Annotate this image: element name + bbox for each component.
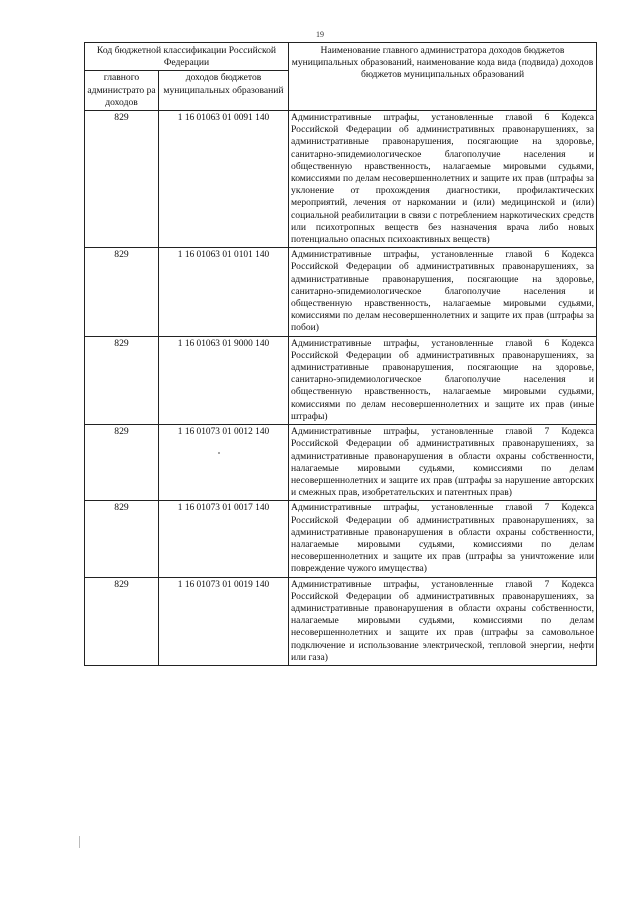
budget-codes-table xyxy=(84,42,597,666)
income-code-cell: 1 16 01073 01 0017 140 xyxy=(159,501,289,577)
scan-speck xyxy=(218,452,220,454)
admin-code-cell: 829 xyxy=(85,501,159,577)
income-name-cell: Административные штрафы, установленные главой 6 Кодекса Российской Федерации об административных правонарушениях, за административные правонарушения, посягающие на здоровье, санитарно-эпидемиологическое благополучие населения и общественную нравственность, налагаемые мировыми судьями, комиссиями по делам несовершеннолетних и защите их прав (иные штрафы) xyxy=(289,336,597,424)
table-row xyxy=(85,501,597,577)
name-column-header: Наименование главного администратора доходов бюджетов муниципальных образований, наименование кода вида (подвида) доходов бюджетов муниципальных образований xyxy=(289,43,597,111)
income-code-cell: 1 16 01073 01 0012 140 xyxy=(159,425,289,501)
income-name-cell: Административные штрафы, установленные главой 6 Кодекса Российской Федерации об административных правонарушениях, за административные правонарушения, посягающие на здоровье, санитарно-эпидемиологическое благополучие населения и общественную нравственность, налагаемые мировыми судьями, комиссиями по делам несовершеннолетних и защите их прав (штрафы за уклонение от прохождения диагностики, профилактических мероприятий, лечения от наркомании и (или) медицинской и (или) социальной реабилитации в связи с потреблением наркотических средств или психотропных веществ без назначения врача либо новых потенциально опасных психоактивных веществ) xyxy=(289,111,597,248)
admin-code-cell: 829 xyxy=(85,425,159,501)
income-name-cell: Административные штрафы, установленные главой 7 Кодекса Российской Федерации об административных правонарушениях, за административные правонарушения в области охраны собственности, налагаемые мировыми судьями, комиссиями по делам несовершеннолетних и защите их прав (штрафы за уничтожение или повреждение чужого имущества) xyxy=(289,501,597,577)
page-number: 19 xyxy=(316,30,324,39)
table-row xyxy=(85,248,597,336)
income-name-cell: Административные штрафы, установленные главой 6 Кодекса Российской Федерации об административных правонарушениях, за административные правонарушения, посягающие на здоровье, санитарно-эпидемиологическое благополучие населения и общественную нравственность, налагаемые мировыми судьями, комиссиями по делам несовершеннолетних и защите их прав (штрафы за побои) xyxy=(289,248,597,336)
income-code-cell: 1 16 01063 01 9000 140 xyxy=(159,336,289,424)
table-row xyxy=(85,336,597,424)
income-code-cell: 1 16 01073 01 0019 140 xyxy=(159,577,289,665)
admin-code-cell: 829 xyxy=(85,111,159,248)
scan-mark xyxy=(79,836,80,848)
table-row xyxy=(85,577,597,665)
admin-code-cell: 829 xyxy=(85,336,159,424)
kbk-group-header: Код бюджетной классификации Российской Федерации xyxy=(85,43,289,71)
admin-column-header: главного администрато ра доходов xyxy=(85,71,159,111)
income-name-cell: Административные штрафы, установленные главой 7 Кодекса Российской Федерации об административных правонарушениях, за административные правонарушения в области охраны собственности, налагаемые мировыми судьями, комиссиями по делам несовершеннолетних и защите их прав (штрафы за самовольное подключение и использование электрической, тепловой энергии, нефти или газа) xyxy=(289,577,597,665)
income-code-cell: 1 16 01063 01 0091 140 xyxy=(159,111,289,248)
admin-code-cell: 829 xyxy=(85,577,159,665)
income-column-header: доходов бюджетов муниципальных образований xyxy=(159,71,289,111)
income-code-cell: 1 16 01063 01 0101 140 xyxy=(159,248,289,336)
admin-code-cell: 829 xyxy=(85,248,159,336)
table-row xyxy=(85,111,597,248)
table-header-row xyxy=(85,43,597,71)
income-name-cell: Административные штрафы, установленные главой 7 Кодекса Российской Федерации об административных правонарушениях, за административные правонарушения в области охраны собственности, налагаемые мировыми судьями, комиссиями по делам несовершеннолетних и защите их прав (штрафы за нарушение авторских и смежных прав, изобретательских и патентных прав) xyxy=(289,425,597,501)
table-row xyxy=(85,425,597,501)
